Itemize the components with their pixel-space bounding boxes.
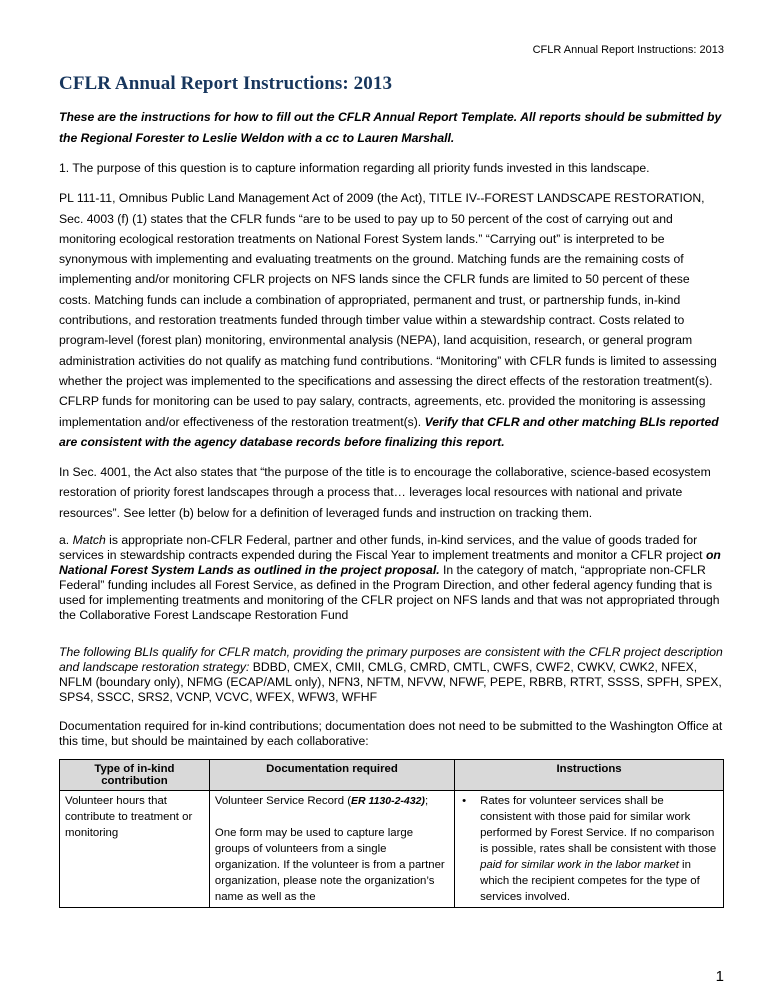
in-kind-contribution-table — [59, 759, 724, 908]
match-definition-paragraph — [59, 533, 724, 623]
cell-contribution-type: Volunteer hours that contribute to treatment or monitoring — [60, 791, 210, 908]
document-body — [59, 73, 724, 908]
column-header-instructions: Instructions — [455, 760, 724, 791]
match-prefix: a. — [59, 533, 73, 548]
section-1-question: 1. The purpose of this question is to capture information regarding all priority funds invested in this landscape. — [59, 161, 650, 175]
sec-4001-paragraph: In Sec. 4001, the Act also states that “the purpose of the title is to encourage the collaborative, science-based ecosystem restoration of priority forest landscapes through a process that… leverages local resources with national and private resources”. See letter (b) below for a definition of leveraged funds and instruction on tracking them. — [59, 465, 711, 520]
instr-part2: in which the recipient competes for the type of services involved. — [480, 859, 700, 904]
instruction-bullet — [460, 793, 718, 905]
qualifying-blis-paragraph — [59, 645, 724, 705]
doc-tail: ; — [424, 795, 429, 808]
page-number: 1 — [715, 968, 724, 985]
blis-lead: The following BLIs qualify for CFLR match, providing the primary purposes are consistent with the CFLR project description and landscape restoration strategy: — [59, 645, 723, 675]
pl-111-11-paragraph — [59, 188, 724, 452]
match-part2: In the category of match, “appropriate non-CFLR Federal” funding includes all Forest Service, as defined in the Program Direction, and other federal agency funding that is used for implementing treatments and monitoring of the CFLR project on NFS lands and that was not appropriated through the Collaborative Forest Landscape Restoration Fund — [59, 563, 720, 623]
match-term: Match — [72, 533, 106, 548]
documentation-form-line — [215, 793, 449, 809]
table-header-row — [60, 760, 724, 791]
match-emphasis: on National Forest System Lands as outlined in the project proposal. — [59, 548, 721, 578]
form-code: ER 1130-2-432) — [351, 795, 425, 808]
pl-paragraph-body: PL 111-11, Omnibus Public Land Management Act of 2009 (the Act), TITLE IV--FOREST LANDSCAPE RESTORATION, Sec. 4003 (f) (1) states that the CFLR funds “are to be used to pay up to 50 percent of the cost of carrying out and monitoring ecological restoration treatments on National Forest System lands.” “Carrying out” is interpreted to be synonymous with implementing and evaluating treatments on the ground. Matching funds are the remaining costs of implementing and/or monitoring CFLR projects on NFS lands since the CFLR funds are limited to 50 percent of these costs. Matching funds can include a combination of appropriated, permanent and trust, or partnership funds, in-kind contributions, and restoration treatments funded through timber value within a stewardship contract. Costs related to program-level (forest plan) monitoring, environmental analysis (NEPA), land acquisition, research, or general program administration activities do not qualify as matching fund contributions. “Monitoring” with CFLR funds is limited to assessing whether the project was implemented to the specifications and assessing the direct effects of the restoration treatment(s). CFLRP funds for monitoring can be used to pay salary, contracts, agreements, etc. provided the monitoring is assessing implementation and/or effectiveness of the restoration treatment(s). — [59, 191, 717, 429]
doc-lead: Volunteer Service Record ( — [214, 795, 351, 808]
instr-part1: Rates for volunteer services shall be consistent with those paid for similar work performed by Forest Service. If no comparison is possible, rates shall be consistent with those — [480, 795, 717, 856]
documentation-note: Documentation required for in-kind contributions; documentation does not need to be submitted to the Washington Office at this time, but should be maintained by each collaborative: — [59, 719, 723, 749]
cell-documentation — [209, 791, 454, 908]
verify-emphasis: Verify that CFLR and other matching BLIs reported are consistent with the agency database records before finalizing this report. — [59, 414, 719, 449]
page-title: CFLR Annual Report Instructions: 2013 — [59, 73, 393, 94]
column-header-type: Type of in-kind contribution — [60, 760, 210, 791]
blis-list: BDBD, CMEX, CMII, CMLG, CMRD, CMTL, CWFS, CWF2, CWKV, CWK2, NFEX, NFLM (boundary only), NFMG (ECAP/AML only), NFN3, NFTM, NFVW, NFWF, PEPE, RBRB, RTRT, SSSS, SPFH, SPEX, SPS4, SSCC, SRS2, VCNP, VCVC, WFEX, WFW3, WFHF — [59, 660, 722, 705]
documentation-more: One form may be used to capture large groups of volunteers from a single organization. If the volunteer is from a partner organization, please note the organization’s name as well as the — [214, 827, 445, 904]
instr-emphasis: paid for similar work in the labor market — [480, 859, 679, 872]
match-part1: is appropriate non-CFLR Federal, partner and other funds, in-kind services, and the value of goods traded for services in stewardship contracts expended during the Fiscal Year to implement treatments and monitor a CFLR project — [59, 533, 706, 563]
running-header: CFLR Annual Report Instructions: 2013 — [532, 44, 724, 56]
instruction-text — [480, 793, 718, 905]
bullet-icon: • — [462, 795, 467, 808]
column-header-documentation: Documentation required — [209, 760, 454, 791]
intro-paragraph: These are the instructions for how to fill out the CFLR Annual Report Template. All reports should be submitted by the Regional Forester to Leslie Weldon with a cc to Lauren Marshall. — [59, 110, 722, 145]
table-row — [60, 791, 724, 908]
cell-instructions — [455, 791, 724, 908]
